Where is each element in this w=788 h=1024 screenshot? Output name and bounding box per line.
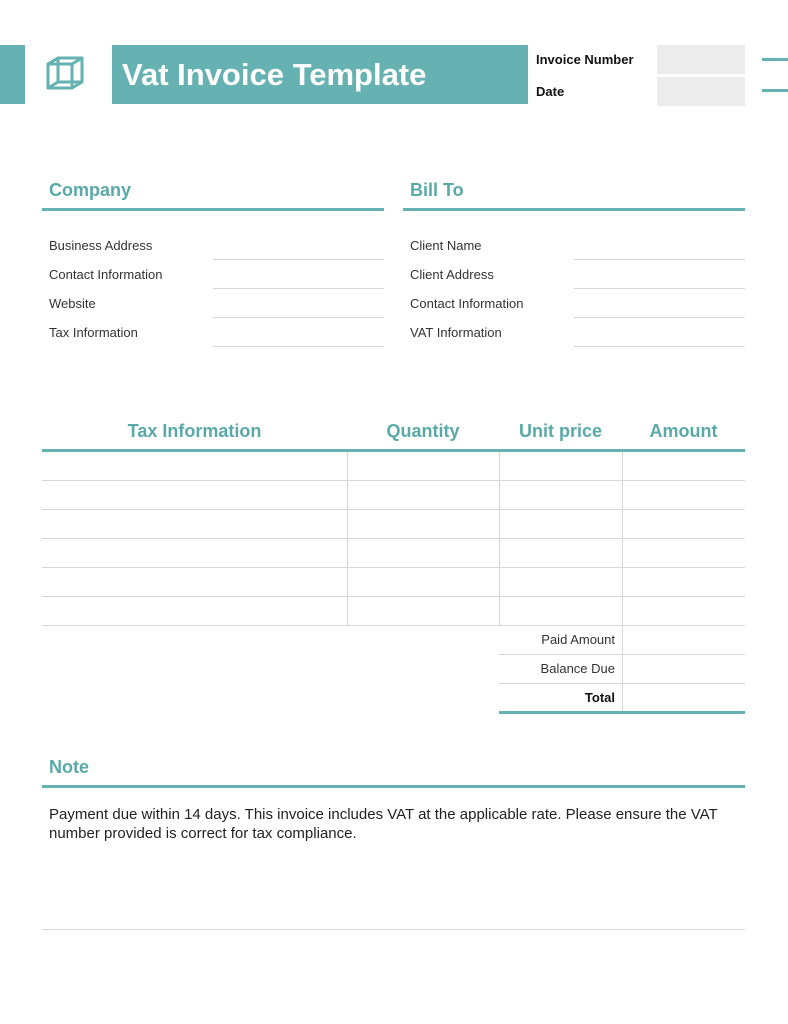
note-bottom-rule xyxy=(42,929,745,930)
vat-information-field[interactable] xyxy=(574,346,745,347)
website-field[interactable] xyxy=(213,317,384,318)
note-heading: Note xyxy=(49,757,89,777)
table-row[interactable] xyxy=(42,538,745,539)
client-address-label: Client Address xyxy=(410,267,494,282)
invoice-number-label: Invoice Number xyxy=(536,52,634,67)
balance-due-field[interactable] xyxy=(499,683,745,684)
column-divider xyxy=(622,452,623,713)
vat-information-label: VAT Information xyxy=(410,325,502,340)
paid-amount-label: Paid Amount xyxy=(541,632,615,647)
column-header-quantity: Quantity xyxy=(386,421,460,441)
note-rule xyxy=(42,785,745,788)
column-header-amount: Amount xyxy=(649,421,718,441)
header-right-accent-1 xyxy=(762,58,788,61)
column-header-tax-information: Tax Information xyxy=(127,421,262,441)
company-heading: Company xyxy=(49,180,132,200)
tax-information-field[interactable] xyxy=(213,346,384,347)
total-rule xyxy=(499,711,745,714)
client-name-label: Client Name xyxy=(410,238,482,253)
table-row[interactable] xyxy=(42,625,745,626)
header-left-accent xyxy=(0,45,25,104)
header-right-accent-2 xyxy=(762,89,788,92)
client-contact-field[interactable] xyxy=(574,317,745,318)
date-field[interactable] xyxy=(657,77,745,106)
total-label: Total xyxy=(584,690,615,705)
date-label: Date xyxy=(536,84,565,99)
client-name-field[interactable] xyxy=(574,259,745,260)
company-contact-field[interactable] xyxy=(213,288,384,289)
table-row[interactable] xyxy=(42,509,745,510)
bill-to-heading: Bill To xyxy=(410,180,464,200)
business-address-label: Business Address xyxy=(49,238,153,253)
client-contact-label: Contact Information xyxy=(410,296,524,311)
table-row[interactable] xyxy=(42,596,745,597)
business-address-field[interactable] xyxy=(213,259,384,260)
website-label: Website xyxy=(49,296,96,311)
table-row[interactable] xyxy=(42,480,745,481)
table-row[interactable] xyxy=(42,567,745,568)
bill-to-rule xyxy=(403,208,745,211)
table-header-rule xyxy=(42,449,745,452)
balance-due-label: Balance Due xyxy=(540,661,615,676)
paid-amount-field[interactable] xyxy=(499,654,745,655)
tax-information-label: Tax Information xyxy=(49,325,138,340)
page-title: Vat Invoice Template xyxy=(122,57,427,92)
note-text: Payment due within 14 days. This invoice includes VAT at the applicable rate. Please ensure the VAT number provided is correct for tax compliance. xyxy=(49,806,718,842)
company-rule xyxy=(42,208,384,211)
column-header-unit-price: Unit price xyxy=(518,421,602,441)
company-contact-label: Contact Information xyxy=(49,267,163,282)
client-address-field[interactable] xyxy=(574,288,745,289)
cube-icon xyxy=(44,54,88,98)
invoice-number-field[interactable] xyxy=(657,45,745,74)
